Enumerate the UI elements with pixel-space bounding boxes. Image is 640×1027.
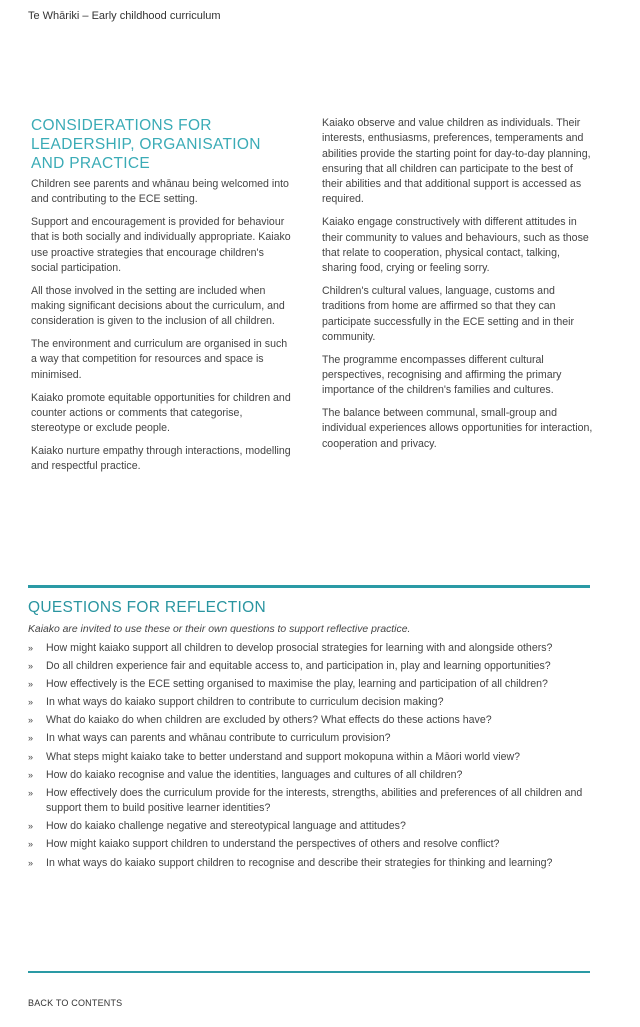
bullet-icon: » [28, 839, 34, 850]
bullet-icon: » [28, 643, 34, 653]
questions-list [28, 641, 593, 871]
question-item [28, 750, 593, 766]
question-text: How do kaiako challenge negative and stereotypical language and attitudes? [46, 820, 406, 833]
question-item [28, 856, 593, 872]
paragraph: The balance between communal, small-group and individual experiences allows opportunities for interaction, cooperation and privacy. [322, 407, 593, 450]
bullet-icon: » [28, 661, 34, 672]
question-text: In what ways do kaiako support children to contribute to curriculum decision making? [46, 696, 444, 709]
question-text: In what ways do kaiako support children to recognise and describe their strategies for thinking and learning? [46, 856, 553, 869]
paragraph: The programme encompasses different cultural perspectives, recognising and affirming the primary importance of the children's families and cultures. [322, 353, 562, 397]
paragraph: The environment and curriculum are organised in such a way that competition for resources and space is minimised. [31, 338, 288, 381]
paragraph: Kaiako promote equitable opportunities for children and counter actions or comments that categorise, stereotype or exclude people. [31, 391, 291, 435]
question-text: In what ways can parents and whānau contribute to curriculum provision? [46, 732, 391, 745]
paragraph: Support and encouragement is provided for behaviour that is both socially and individually appropriate. Kaiako use proactive strategies that encourage children's social participation. [31, 216, 291, 274]
bullet-icon: » [28, 821, 34, 832]
question-item [28, 837, 593, 853]
bottom-divider [28, 971, 590, 973]
bullet-icon: » [28, 857, 34, 868]
question-item [28, 731, 593, 747]
question-text: How effectively is the ECE setting organised to maximise the play, learning and participation of all children? [46, 678, 548, 691]
question-item [28, 677, 593, 693]
question-text: How might kaiako support all children to develop prosocial strategies for learning with and alongside others? [46, 642, 553, 654]
document-title: Te Whāriki – Early childhood curriculum [28, 10, 221, 22]
question-text: How do kaiako recognise and value the identities, languages and cultures of all children? [46, 768, 463, 781]
paragraph: Children's cultural values, language, customs and traditions from home are affirmed so that they can participate successfully in the ECE setting and in their community. [322, 284, 575, 343]
question-item [28, 641, 593, 657]
questions-intro: Kaiako are invited to use these or their own questions to support reflective practice. [28, 624, 411, 635]
question-text: Do all children experience fair and equitable access to, and participation in, play and learning opportunities? [46, 660, 551, 673]
section-divider [28, 585, 590, 588]
bullet-icon: » [28, 751, 34, 762]
paragraph: Kaiako observe and value children as individuals. Their interests, enthusiasms, preferences, temperaments and abilities provide the starting point for day-to-day planning, ensuring that all children can participate to the best of their abilities and that additional support is accessed as required. [322, 117, 591, 206]
bullet-icon: » [28, 733, 34, 744]
paragraph: All those involved in the setting are included when making significant decisions about the curriculum, and consideration is given to the inclusion of all children. [31, 284, 285, 328]
paragraph: Children see parents and whānau being welcomed into and contributing to the ECE setting. [31, 178, 289, 206]
bullet-icon: » [28, 787, 34, 798]
question-item [28, 713, 593, 729]
question-item [28, 786, 593, 817]
question-text: How effectively does the curriculum provide for the interests, strengths, abilities and preferences of all children and support them to build positive learner identities? [46, 786, 583, 815]
considerations-heading: CONSIDERATIONS FOR LEADERSHIP, ORGANISATION AND PRACTICE [31, 117, 261, 172]
paragraph: Kaiako engage constructively with different attitudes in their community to values and behaviours, such as those that relate to cooperation, physical contact, talking, sharing food, crying or feeling sorry. [322, 216, 589, 275]
bullet-icon: » [28, 769, 34, 780]
question-item [28, 819, 593, 835]
bullet-icon: » [28, 679, 34, 690]
question-item [28, 659, 593, 675]
question-text: What steps might kaiako take to better understand and support mokopuna within a Māori world view? [46, 750, 521, 763]
questions-section [28, 598, 593, 874]
paragraph: Kaiako nurture empathy through interactions, modelling and respectful practice. [31, 444, 291, 473]
considerations-left-column [31, 116, 293, 482]
back-to-contents-link[interactable]: BACK TO CONTENTS [28, 998, 123, 1008]
considerations-right-column [322, 116, 594, 459]
questions-heading: QUESTIONS FOR REFLECTION [28, 599, 266, 616]
question-text: How might kaiako support children to understand the perspectives of others and resolve conflict? [46, 838, 500, 851]
bullet-icon: » [28, 715, 34, 726]
question-item [28, 695, 593, 711]
question-item [28, 768, 593, 784]
question-text: What do kaiako do when children are excluded by others? What effects do these actions have? [46, 714, 492, 727]
bullet-icon: » [28, 697, 34, 708]
